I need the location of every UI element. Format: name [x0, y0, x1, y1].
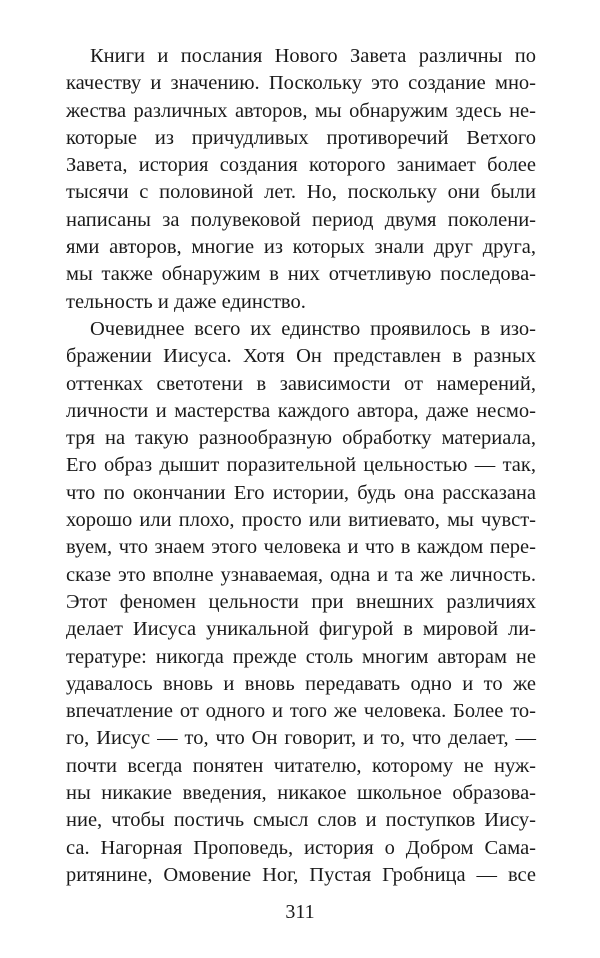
- text-line: бражении Иисуса. Хотя Он представлен в разных: [66, 345, 536, 368]
- text-line: Этот феномен цельности при внешних различиях: [66, 590, 536, 613]
- text-line: ние, чтобы постичь смысл слов и поступков Иису-: [66, 809, 536, 832]
- text-line: тысячи с половиной лет. Но, поскольку они были: [66, 181, 536, 204]
- text-line: Книги и послания Нового Завета различны по: [90, 45, 536, 67]
- text-line: написаны за полувековой период двумя поколени-: [66, 208, 536, 231]
- paragraph-1: [66, 43, 536, 316]
- text-line: качеству и значению. Поскольку это создание мно-: [66, 72, 536, 95]
- text-line: что по окончании Его истории, будь она рассказана: [66, 481, 536, 504]
- text-line: жества различных авторов, мы обнаружим здесь не-: [66, 99, 536, 122]
- text-line: Его образ дышит поразительной цельностью — так,: [66, 454, 536, 477]
- text-line: впечатление от одного и того же человека. Более то-: [66, 700, 536, 723]
- text-line: удавалось вновь и вновь передавать одно и то же: [66, 672, 536, 695]
- text-line: го, Иисус — то, что Он говорит, и то, что делает, —: [66, 727, 536, 750]
- text-line: ями авторов, многие из которых знали друг друга,: [66, 236, 536, 259]
- text-line: тературе: никогда прежде столь многим авторам не: [66, 645, 536, 668]
- text-line: сказе это вполне узнаваемая, одна и та же личность.: [66, 563, 536, 586]
- text-line: са. Нагорная Проповедь, история о Добром Сама-: [66, 836, 536, 859]
- page-number: 311: [285, 901, 315, 923]
- text-line: делает Иисуса уникальной фигурой в мировой ли-: [66, 618, 536, 641]
- text-line: почти всегда понятен читателю, которому не нуж-: [66, 754, 536, 777]
- text-line: Завета, история создания которого занимает более: [66, 154, 536, 177]
- text-line: оттенках светотени в зависимости от намерений,: [66, 372, 536, 395]
- text-line: которые из причудливых противоречий Ветхого: [66, 126, 536, 149]
- text-line: Очевиднее всего их единство проявилось в изо-: [90, 317, 536, 340]
- text-line: мы также обнаружим в них отчетливую последова-: [66, 263, 536, 286]
- text-line: тельность и даже единство.: [66, 290, 306, 313]
- text-line: вуем, что знаем этого человека и что в каждом пере-: [66, 536, 536, 559]
- text-line: тря на такую разнообразную обработку материала,: [66, 427, 536, 450]
- body-text: [66, 43, 536, 889]
- text-line: ритянине, Омовение Ног, Пустая Гробница — все: [66, 863, 536, 886]
- text-line: хорошо или плохо, просто или витиевато, мы чувст-: [66, 509, 536, 532]
- paragraph-2: [66, 316, 536, 889]
- text-line: ны никакие введения, никакое школьное образова-: [66, 782, 536, 805]
- text-line: личности и мастерства каждого автора, даже несмо-: [66, 399, 536, 422]
